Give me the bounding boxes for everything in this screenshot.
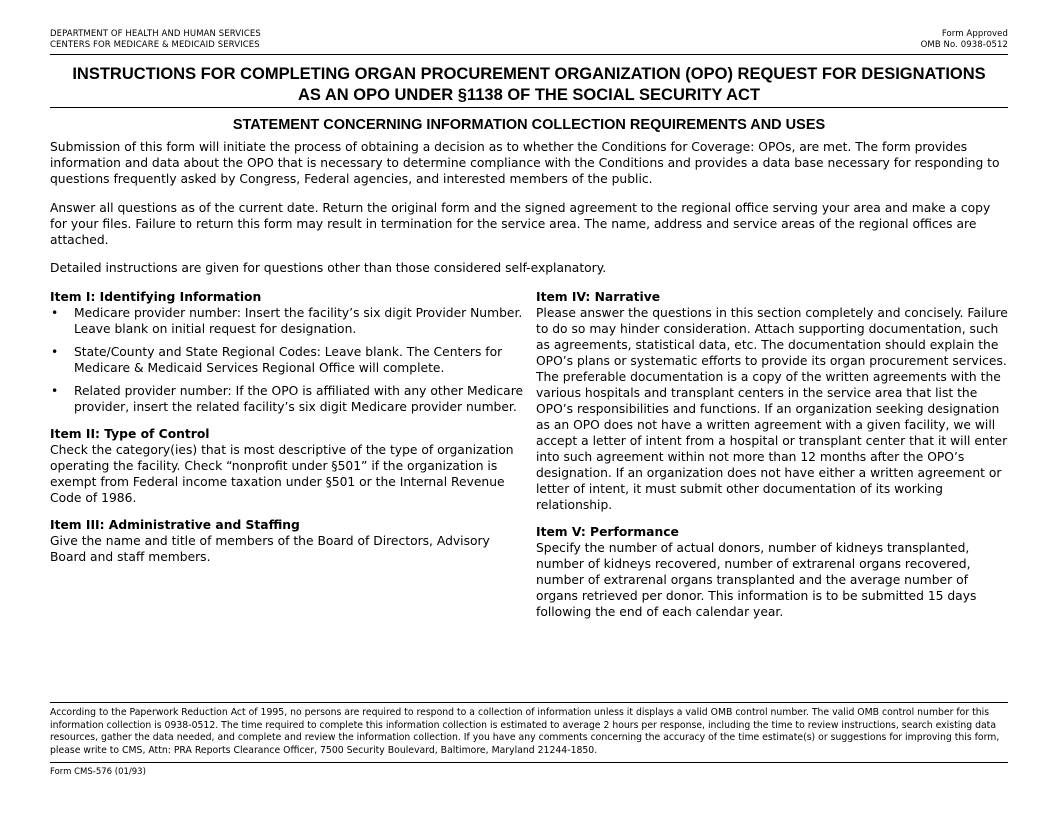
agency-name: CENTERS FOR MEDICARE & MEDICAID SERVICES (50, 40, 260, 50)
item-1-section (50, 289, 525, 415)
intro-paragraph-2 (50, 200, 1010, 248)
intro-paragraph-3 (50, 260, 1010, 276)
bullet-icon: • (51, 345, 59, 359)
item-4-section (536, 289, 1010, 513)
title-divider (50, 107, 1008, 108)
item-4-text: Please answer the questions in this section completely and concisely. Failure to do so may hinder consideration. Attach supporting documentation, such as agreements, statistical data, etc. The documentation should explain the OPO’s plans or systematic efforts to provide its organ procurement services. The preferable documentation is a copy of the written agreements with the various hospitals and transplant centers in the service area that list the OPO’s responsibilities and functions. If an organization seeking designation as an OPO does not have a written agreement with a given facility, we will accept a letter of intent from a hospital or transplant center that it will enter into such agreement within not more than 12 months after the OPO’s designation. If an organization does not have either a written agreement or letter of intent, it must submit other documentation of its working relationship. (536, 306, 1008, 512)
agency-header (50, 29, 261, 51)
footer-top-divider (50, 702, 1008, 703)
item-3-heading: Item III: Administrative and Staffing (50, 518, 300, 532)
bullet-text: Related provider number: If the OPO is affiliated with any other Medicare provider, insert the related facility’s six digit Medicare provider number. (74, 384, 524, 414)
intro-text: Submission of this form will initiate the process of obtaining a decision as to whether the Conditions for Coverage: OPOs, are met. The form provides information and data about the OPO that is necessary to determine compliance with the Conditions and provides a data base necessary for responding to questions frequently asked by Congress, Federal agencies, and interested members of the public. (50, 140, 1000, 186)
list-item (50, 305, 525, 337)
page-title-line1: INSTRUCTIONS FOR COMPLETING ORGAN PROCUREMENT ORGANIZATION (OPO) REQUEST FOR DESIGNATIONS (72, 65, 986, 83)
form-number: Form CMS-576 (01/93) (50, 767, 146, 777)
bullet-icon: • (51, 306, 59, 320)
bullet-text: Medicare provider number: Insert the facility’s six digit Provider Number. Leave blank on initial request for designation. (74, 306, 523, 336)
bullet-text: State/County and State Regional Codes: Leave blank. The Centers for Medicare & Medicaid Services Regional Office will complete. (74, 345, 503, 375)
intro-text: Detailed instructions are given for questions other than those considered self-explanatory. (50, 261, 607, 275)
item-5-section (536, 524, 1010, 620)
bullet-icon: • (51, 384, 59, 398)
page-title (50, 64, 1008, 106)
item-3-text: Give the name and title of members of the Board of Directors, Advisory Board and staff members. (50, 534, 490, 564)
department-name: DEPARTMENT OF HEALTH AND HUMAN SERVICES (50, 29, 261, 39)
item-1-heading: Item I: Identifying Information (50, 290, 262, 304)
section-subtitle: STATEMENT CONCERNING INFORMATION COLLECTION REQUIREMENTS AND USES (232, 117, 826, 133)
omb-number: OMB No. 0938-0512 (920, 40, 1008, 50)
list-item (50, 344, 525, 376)
paperwork-notice: According to the Paperwork Reduction Act of 1995, no persons are required to respond to a collection of information unless it displays a valid OMB control number. The valid OMB control number for this information collection is 0938-0512. The time required to complete this information collection is estimated to average 2 hours per response, including the time to review instructions, search existing data resources, gather the data needed, and complete and review the information collection. If you have any comments concerning the accuracy of the time estimate(s) or suggestions for improving this form, please write to CMS, Attn: PRA Reports Clearance Officer, 7500 Security Boulevard, Baltimore, Maryland 21244-1850. (50, 707, 1000, 756)
omb-header (921, 29, 1008, 51)
item-4-heading: Item IV: Narrative (536, 290, 661, 304)
right-column (536, 289, 1010, 631)
item-5-text: Specify the number of actual donors, number of kidneys transplanted, number of kidneys recovered, number of extrarenal organs recovered, number of extrarenal organs transplanted and the average number of organs retrieved per donor. This information is to be submitted 15 days following the end of each calendar year. (536, 541, 977, 619)
item-2-text: Check the category(ies) that is most descriptive of the type of organization operating the facility. Check “nonprofit under §501” if the organization is exempt from Federal income taxation under §501 or the Internal Revenue Code of 1986. (50, 443, 514, 505)
left-column (50, 289, 525, 576)
item-5-heading: Item V: Performance (536, 525, 679, 539)
intro-text: Answer all questions as of the current date. Return the original form and the signed agreement to the regional office serving your area and make a copy for your files. Failure to return this form may result in termination for the service area. The name, address and service areas of the regional offices are attached. (50, 201, 991, 247)
header-divider (50, 54, 1008, 55)
footer-bottom-divider (50, 762, 1008, 763)
item-2-heading: Item II: Type of Control (50, 427, 210, 441)
item-1-bullet-list (50, 305, 525, 415)
form-approved-label: Form Approved (941, 29, 1008, 39)
list-item (50, 383, 525, 415)
item-3-section (50, 517, 525, 565)
item-2-section (50, 426, 525, 506)
intro-paragraph-1 (50, 139, 1010, 187)
page-title-line2: AS AN OPO UNDER §1138 OF THE SOCIAL SECURITY ACT (297, 86, 761, 104)
